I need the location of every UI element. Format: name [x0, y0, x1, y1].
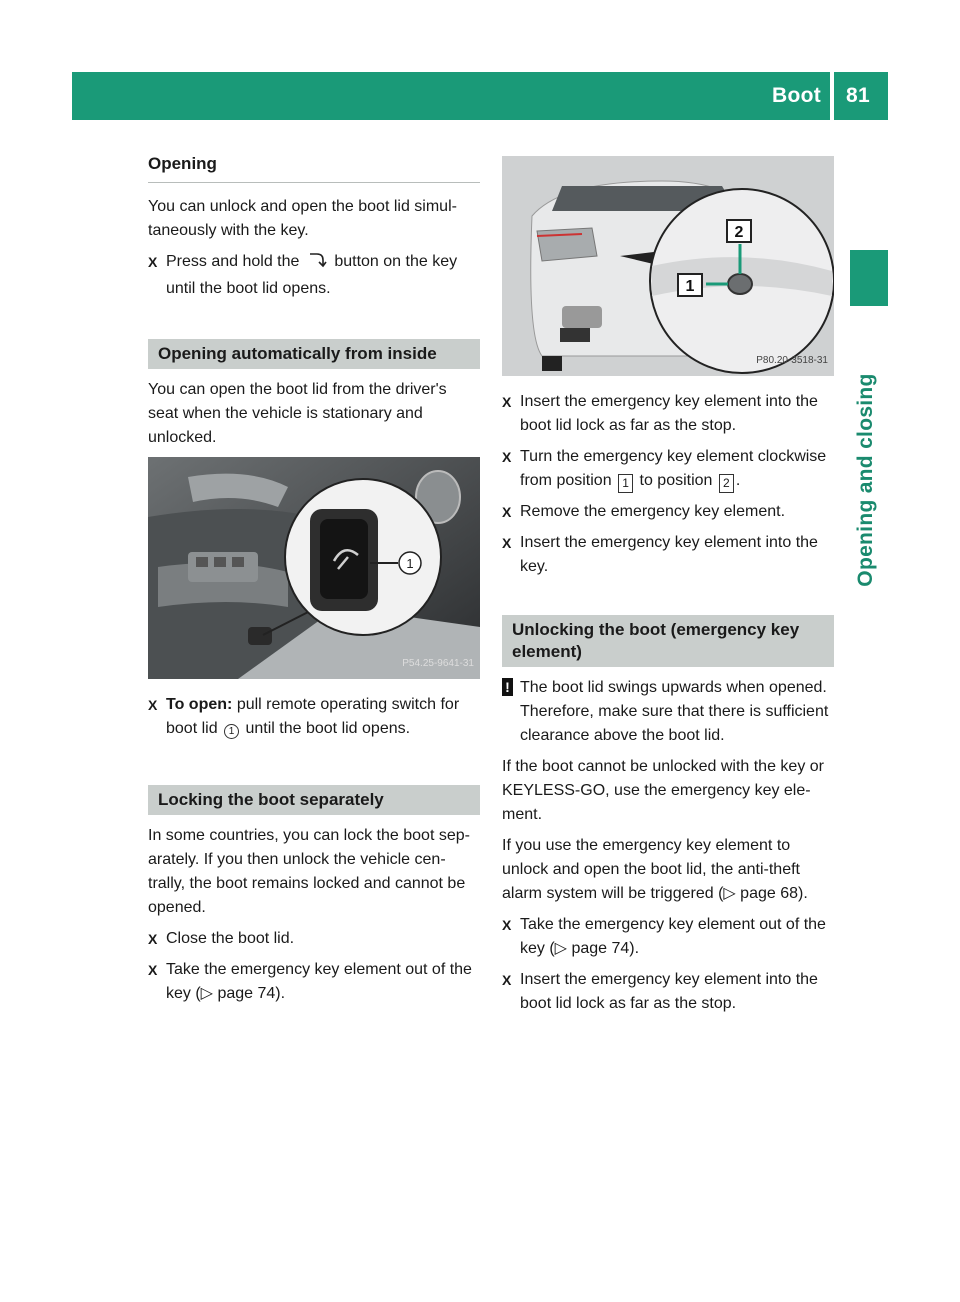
step-bullet-icon: X — [502, 504, 512, 520]
opening-heading: Opening — [148, 152, 480, 183]
auto-open-intro: You can open the boot lid from the driver's seat when the vehicle is stationary and unlocked. — [148, 381, 447, 446]
boot-step-1: X Insert the emergency key element into the boot lid lock as far as the stop. — [502, 390, 834, 438]
auto-open-step: X To open: pull remote operating switch for boot lid 1 until the boot lid opens. — [148, 693, 480, 741]
opening-step: X Press and hold the button on the key until the boot lid opens. — [148, 250, 480, 301]
boot-open-key-icon — [307, 251, 327, 277]
position-1-icon: 1 — [618, 474, 633, 493]
opening-intro: You can unlock and open the boot lid simul-taneously with the key. — [148, 198, 457, 239]
step-bullet-icon: X — [148, 254, 158, 270]
page-ref-icon: ▷ — [723, 885, 736, 902]
figure-callout-2: 2 — [734, 224, 744, 241]
chapter-tab — [850, 250, 888, 306]
boot-step-3: X Remove the emergency key element. — [502, 500, 834, 524]
figure-code: P80.20-3518-31 — [756, 355, 828, 366]
locking-step-2: X Take the emergency key element out of the key (▷ page 74). — [148, 958, 480, 1006]
step-bullet-icon: X — [148, 962, 158, 978]
auto-open-heading: Opening automatically from inside — [148, 339, 480, 369]
figure-callout-1: 1 — [685, 278, 695, 295]
step-bullet-icon: X — [502, 449, 512, 465]
header-bar — [72, 72, 888, 120]
boot-step-2: X Turn the emergency key element clockwise from position 1 to position 2 . — [502, 445, 834, 493]
step-bullet-icon: X — [502, 917, 512, 933]
locking-step-1: X Close the boot lid. — [148, 927, 480, 951]
right-column — [502, 156, 834, 1023]
page-ref-link[interactable]: page 68 — [740, 885, 799, 902]
step-bullet-icon: X — [502, 394, 512, 410]
page-number: 81 — [846, 84, 870, 107]
boot-lock-figure — [502, 156, 834, 376]
page-ref-link[interactable]: page 74 — [571, 940, 630, 957]
page-ref-icon: ▷ — [554, 940, 567, 957]
door-switch-illustration — [148, 457, 480, 679]
header-separator — [830, 72, 834, 120]
door-switch-figure — [148, 457, 480, 679]
step-bullet-icon: X — [502, 535, 512, 551]
figure-callout-1: 1 — [406, 556, 414, 571]
chapter-label: Opening and closing — [854, 373, 877, 587]
step-bullet-icon: X — [148, 931, 158, 947]
locking-heading: Locking the boot separately — [148, 785, 480, 815]
step-bullet-icon: X — [502, 972, 512, 988]
boot-lock-illustration — [502, 156, 834, 376]
locking-intro: In some countries, you can lock the boot sep-arately. If you then unlock the vehicle cen-trally, the boot remains locked and cannot be opened. — [148, 827, 470, 916]
boot-step-4: X Insert the emergency key element into the key. — [502, 531, 834, 579]
unlock-para-1: If the boot cannot be unlocked with the key or KEYLESS-GO, use the emergency key ele-ment. — [502, 758, 824, 823]
warning-note: ! The boot lid swings upwards when opened. Therefore, make sure that there is sufficient clearance above the boot lid. — [502, 676, 834, 748]
warning-icon: ! — [502, 678, 513, 696]
unlock-step-2: X Insert the emergency key element into the boot lid lock as far as the stop. — [502, 968, 834, 1016]
step-bullet-icon: X — [148, 697, 158, 713]
callout-1-icon: 1 — [224, 724, 239, 739]
unlock-para-2: If you use the emergency key element to unlock and open the boot lid, the anti-theft alarm system will be triggered (▷ page 68). — [502, 837, 808, 902]
position-2-icon: 2 — [719, 474, 734, 493]
figure-code: P54.25-9641-31 — [402, 658, 474, 669]
page-ref-icon: ▷ — [200, 985, 213, 1002]
left-column — [148, 152, 480, 1013]
unlock-heading: Unlocking the boot (emergency key element) — [502, 615, 834, 667]
header-section-title: Boot — [772, 84, 822, 107]
unlock-step-1: X Take the emergency key element out of the key (▷ page 74). — [502, 913, 834, 961]
page-ref-link[interactable]: page 74 — [217, 985, 276, 1002]
